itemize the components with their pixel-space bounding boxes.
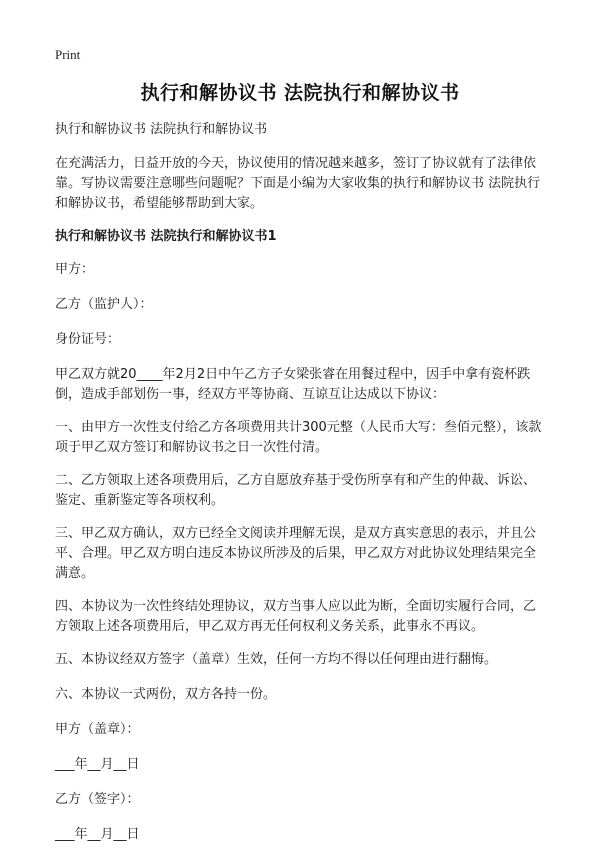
document-subtitle: 执行和解协议书 法院执行和解协议书 bbox=[55, 122, 268, 137]
clause-6: 六、本协议一式两份，双方各持一份。 bbox=[55, 687, 277, 702]
party-a-seal-line: 甲方（盖章）： bbox=[55, 722, 140, 737]
document-body bbox=[55, 120, 545, 860]
page-title: 执行和解协议书 法院执行和解协议书 bbox=[140, 82, 460, 104]
id-number-field: 身份证号： bbox=[55, 332, 121, 347]
print-link[interactable]: Print bbox=[55, 47, 81, 62]
preamble-paragraph: 甲乙双方就20____年2月2日中午乙方子女梁张睿在用餐过程中，因手中拿有瓷杯跌倒，造成手部划伤一事，经双方平等协商、互谅互让达成以下协议： bbox=[55, 367, 531, 402]
clause-5: 五、本协议经双方签字（盖章）生效，任何一方均不得以任何理由进行翻悔。 bbox=[55, 652, 498, 667]
party-a-field: 甲方： bbox=[55, 262, 95, 277]
clause-1: 一、由甲方一次性支付给乙方各项费用共计300元整（人民币大写：叁佰元整），该款项于甲乙双方签订和解协议书之日一次性付清。 bbox=[55, 420, 542, 455]
intro-paragraph: 在充满活力，日益开放的今天，协议使用的情况越来越多，签订了协议就有了法律依靠。写协议需要注意哪些问题呢？下面是小编为大家收集的执行和解协议书 法院执行和解协议书，希望能够帮助到大家。 bbox=[55, 156, 541, 211]
section-heading: 执行和解协议书 法院执行和解协议书1 bbox=[55, 229, 277, 244]
party-b-sign-line: 乙方（签字）： bbox=[55, 792, 140, 807]
clause-2: 二、乙方领取上述各项费用后，乙方自愿放弃基于受伤所享有和产生的仲裁、诉讼、鉴定、重新鉴定等各项权利。 bbox=[55, 473, 537, 508]
party-b-date-line: ___年__月__日 bbox=[55, 827, 140, 842]
party-b-field: 乙方（监护人）： bbox=[55, 297, 153, 312]
clause-3: 三、甲乙双方确认，双方已经全文阅读并理解无误，是双方真实意思的表示，并且公平、合理。甲乙双方明白违反本协议所涉及的后果，甲乙双方对此协议处理结果完全满意。 bbox=[55, 526, 537, 581]
clause-4: 四、本协议为一次性终结处理协议，双方当事人应以此为断，全面切实履行合同，乙方领取上述各项费用后，甲乙双方再无任何权利义务关系，此事永不再议。 bbox=[55, 599, 537, 634]
party-a-date-line: ___年__月__日 bbox=[55, 757, 140, 772]
